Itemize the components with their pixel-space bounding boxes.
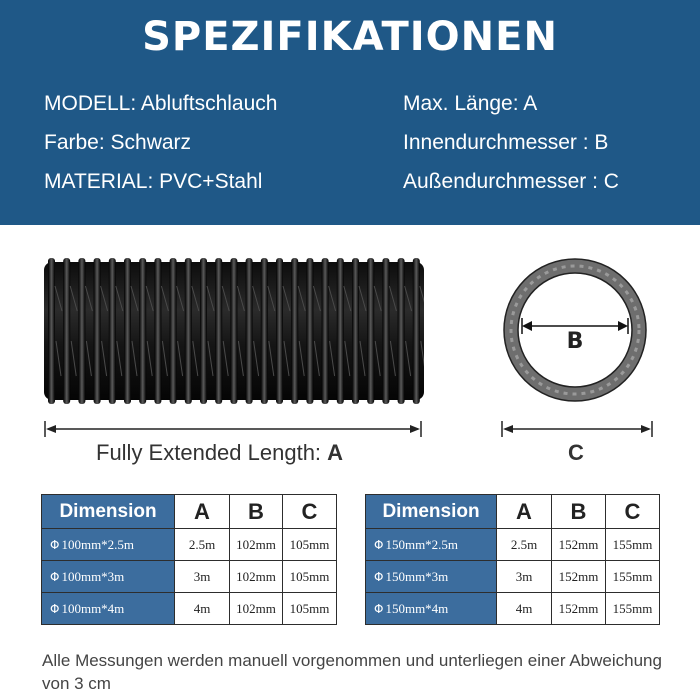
value-a: 2.5m bbox=[497, 529, 552, 561]
page-title: SPEZIFIKATIONEN bbox=[142, 14, 558, 60]
table-row bbox=[42, 593, 337, 625]
value-b: 102mm bbox=[230, 529, 283, 561]
header-dimension: Dimension bbox=[42, 495, 175, 529]
dimension-cell: Φ 150mm*2.5m bbox=[366, 529, 497, 561]
header-a: A bbox=[175, 495, 230, 529]
value-b: 152mm bbox=[552, 529, 606, 561]
hose-rib bbox=[398, 258, 405, 404]
header-dimension: Dimension bbox=[366, 495, 497, 529]
diameter-icon: Φ bbox=[374, 537, 384, 552]
diameter-icon: Φ bbox=[374, 601, 384, 616]
spec-model: MODELL: Abluftschlauch bbox=[44, 92, 278, 115]
hose-rib bbox=[48, 258, 55, 404]
hose-rib bbox=[246, 258, 253, 404]
value-a: 2.5m bbox=[175, 529, 230, 561]
hose-rib bbox=[78, 258, 85, 404]
value-c: 155mm bbox=[606, 529, 660, 561]
hose-rib bbox=[230, 258, 237, 404]
value-c: 105mm bbox=[283, 561, 337, 593]
hose-rib bbox=[170, 258, 177, 404]
hose-rib bbox=[367, 258, 374, 404]
hose-rib bbox=[337, 258, 344, 404]
value-c: 105mm bbox=[283, 593, 337, 625]
hose-rib bbox=[276, 258, 283, 404]
value-b: 102mm bbox=[230, 561, 283, 593]
diameter-icon: Φ bbox=[50, 601, 60, 616]
spec-outer-diameter: Außendurchmesser : C bbox=[403, 170, 619, 193]
hose-rib bbox=[382, 258, 389, 404]
diameter-icon: Φ bbox=[374, 569, 384, 584]
dimension-cell: Φ 150mm*4m bbox=[366, 593, 497, 625]
dimension-cell: Φ 100mm*2.5m bbox=[42, 529, 175, 561]
length-dimension-line bbox=[44, 421, 422, 437]
value-b: 102mm bbox=[230, 593, 283, 625]
value-a: 3m bbox=[497, 561, 552, 593]
hose-rib bbox=[352, 258, 359, 404]
value-a: 4m bbox=[175, 593, 230, 625]
diameter-icon: Φ bbox=[50, 569, 60, 584]
spec-table-100mm bbox=[41, 494, 337, 625]
header-b: B bbox=[552, 495, 606, 529]
value-b: 152mm bbox=[552, 593, 606, 625]
spec-inner-diameter: Innendurchmesser : B bbox=[403, 131, 609, 154]
hose-rib bbox=[154, 258, 161, 404]
diameter-icon: Φ bbox=[50, 537, 60, 552]
table-row bbox=[42, 561, 337, 593]
value-c: 155mm bbox=[606, 561, 660, 593]
dimension-cell: Φ 150mm*3m bbox=[366, 561, 497, 593]
spec-table-150mm bbox=[365, 494, 660, 625]
spec-banner bbox=[0, 0, 700, 225]
hose-rib bbox=[139, 258, 146, 404]
length-caption bbox=[96, 440, 343, 466]
header-c: C bbox=[283, 495, 337, 529]
hose-rib bbox=[109, 258, 116, 404]
hose-rib bbox=[291, 258, 298, 404]
outer-diameter-label: C bbox=[568, 440, 584, 465]
table-row bbox=[366, 529, 660, 561]
hose-rib bbox=[200, 258, 207, 404]
header-b: B bbox=[230, 495, 283, 529]
length-caption-letter: A bbox=[327, 440, 344, 465]
header-c: C bbox=[606, 495, 660, 529]
outer-dimension-line bbox=[501, 421, 653, 437]
table-row bbox=[366, 561, 660, 593]
hose-rib bbox=[63, 258, 70, 404]
hose-rib bbox=[94, 258, 101, 404]
dimension-cell: Φ 100mm*3m bbox=[42, 561, 175, 593]
hose-rib bbox=[322, 258, 329, 404]
hose-rib bbox=[261, 258, 268, 404]
value-b: 152mm bbox=[552, 561, 606, 593]
hose-rib bbox=[185, 258, 192, 404]
hose-illustration bbox=[44, 256, 424, 406]
value-a: 3m bbox=[175, 561, 230, 593]
measurement-footnote: Alle Messungen werden manuell vorgenommen und unterliegen einer Abweichung von 3 cm bbox=[42, 651, 662, 693]
header-a: A bbox=[497, 495, 552, 529]
table-row bbox=[366, 593, 660, 625]
spec-material: MATERIAL: PVC+Stahl bbox=[44, 170, 263, 193]
ring-cross-section bbox=[500, 258, 650, 408]
value-a: 4m bbox=[497, 593, 552, 625]
hose-rib bbox=[124, 258, 131, 404]
table-row bbox=[42, 529, 337, 561]
dimension-cell: Φ 100mm*4m bbox=[42, 593, 175, 625]
hose-rib bbox=[306, 258, 313, 404]
spec-color: Farbe: Schwarz bbox=[44, 131, 192, 154]
value-c: 155mm bbox=[606, 593, 660, 625]
inner-diameter-label: B bbox=[566, 329, 584, 354]
hose-rib bbox=[215, 258, 222, 404]
value-c: 105mm bbox=[283, 529, 337, 561]
spec-max-length: Max. Länge: A bbox=[403, 92, 538, 115]
hose-rib bbox=[413, 258, 420, 404]
length-caption-prefix: Fully Extended Length: bbox=[96, 440, 328, 465]
